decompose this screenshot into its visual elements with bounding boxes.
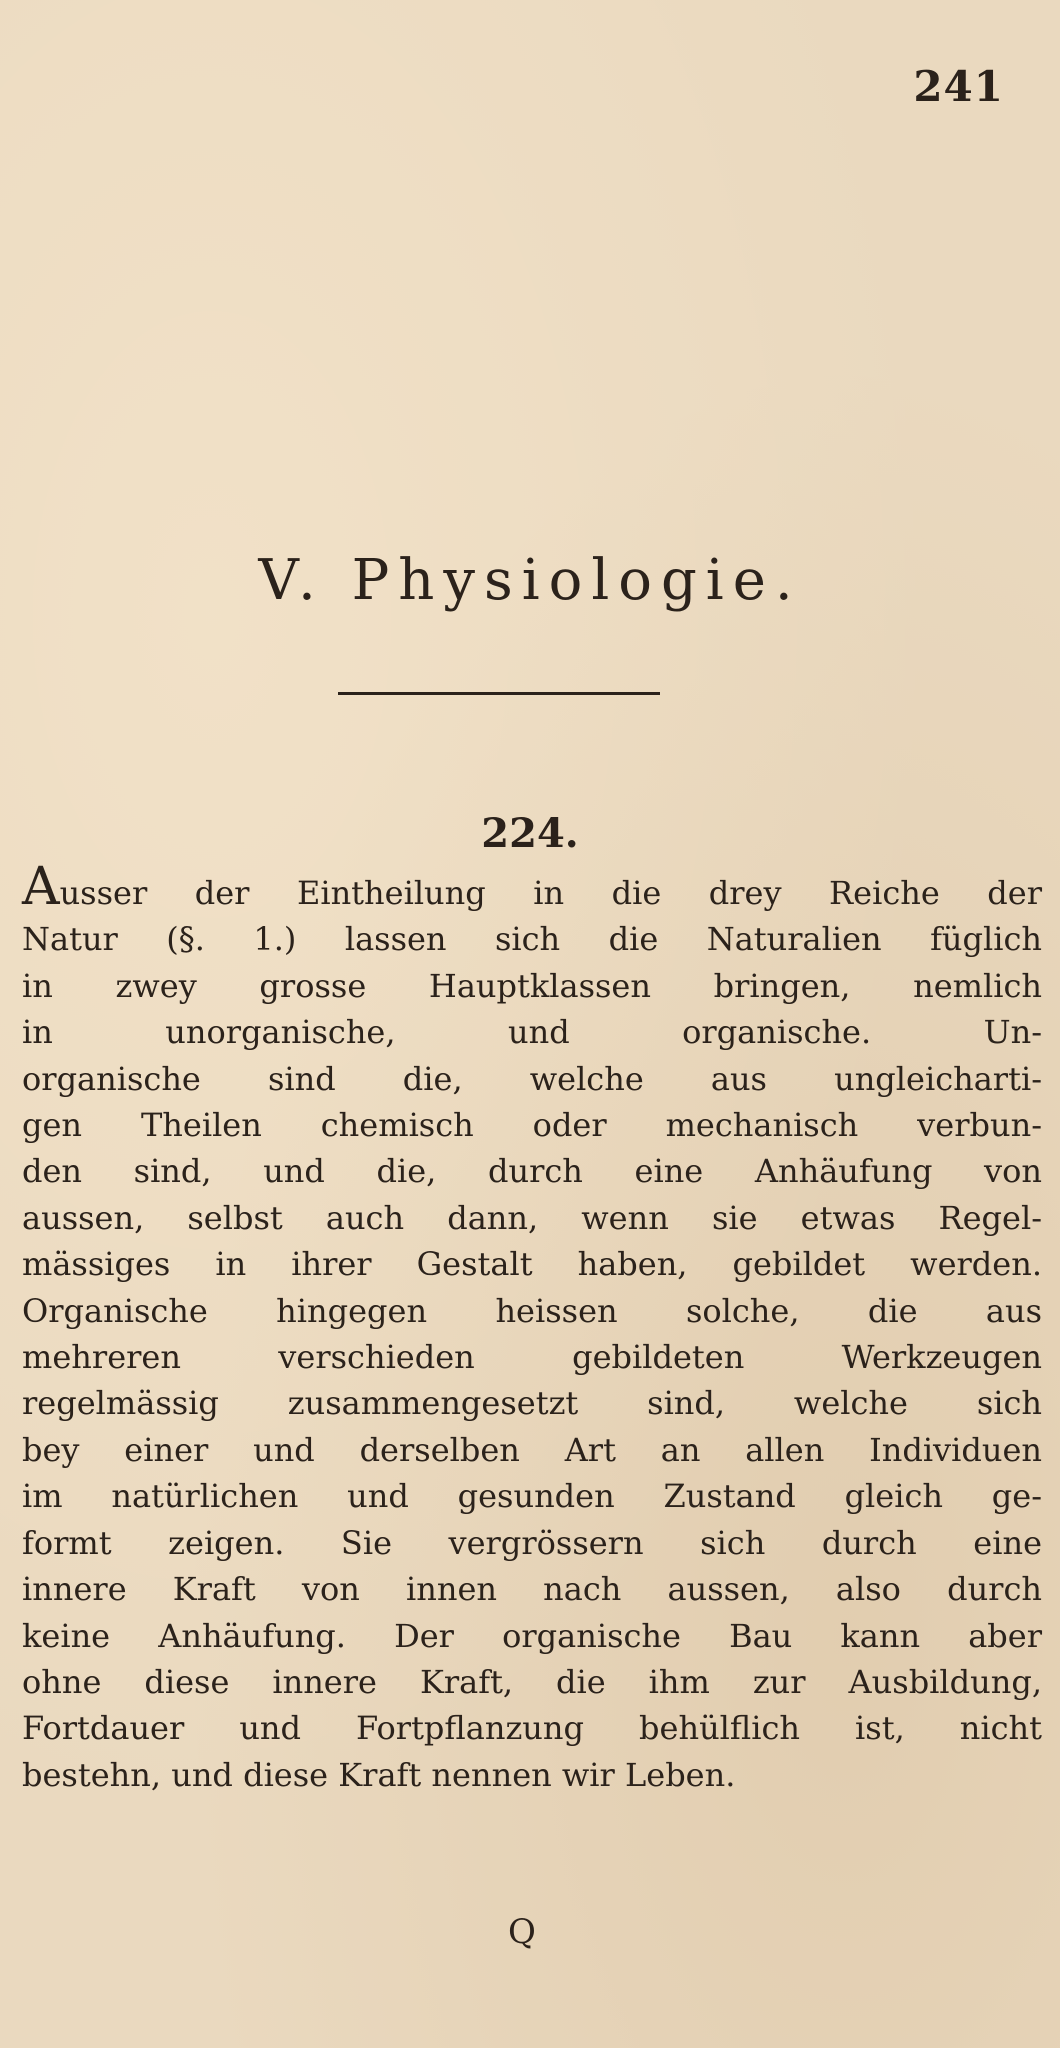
drop-cap: A — [22, 857, 60, 917]
text-line: aussen, selbst auch dann, wenn sie etwas Regel- — [22, 1198, 1042, 1237]
section-number: 224. — [481, 810, 579, 857]
text-line: in zwey grosse Hauptklassen bringen, nemlich — [22, 966, 1042, 1005]
text-line: keine Anhäufung. Der organische Bau kann aber — [22, 1616, 1042, 1655]
text-line: Fortdauer und Fortpflanzung behülflich ist, nicht — [22, 1709, 1042, 1748]
text-line: gen Theilen chemisch oder mechanisch verbun- — [22, 1106, 1042, 1145]
text-line: im natürlichen und gesunden Zustand gleich ge- — [22, 1477, 1042, 1516]
text-line: bey einer und derselben Art an allen Individuen — [22, 1430, 1042, 1469]
text-line: organische sind die, welche aus ungleicharti- — [22, 1059, 1042, 1098]
text-line: formt zeigen. Sie vergrössern sich durch eine — [22, 1523, 1042, 1562]
text-line: regelmässig zusammengesetzt sind, welche sich — [22, 1384, 1042, 1423]
page-number: 241 — [913, 62, 1004, 111]
catchword: Q — [508, 1912, 536, 1952]
chapter-title: V. Physiologie. — [258, 548, 802, 613]
text-line: bestehn, und diese Kraft nennen wir Leben. — [22, 1755, 736, 1794]
text-line: Natur (§. 1.) lassen sich die Naturalien füglich — [22, 920, 1042, 959]
text-line: den sind, und die, durch eine Anhäufung von — [22, 1152, 1042, 1191]
title-rule — [338, 692, 660, 695]
text-line: mässiges in ihrer Gestalt haben, gebildet werden. — [22, 1245, 1042, 1284]
text-line: ohne diese innere Kraft, die ihm zur Ausbildung, — [22, 1662, 1042, 1701]
text-line — [22, 857, 1042, 917]
text-line: innere Kraft von innen nach aussen, also durch — [22, 1570, 1042, 1609]
text-line-content: usser der Eintheilung in die drey Reiche der — [59, 874, 1042, 912]
text-line: Organische hingegen heissen solche, die aus — [22, 1291, 1042, 1330]
text-line: in unorganische, und organische. Un- — [22, 1013, 1042, 1052]
body-paragraph — [22, 857, 1042, 1798]
text-line: mehreren verschieden gebildeten Werkzeugen — [22, 1338, 1042, 1377]
